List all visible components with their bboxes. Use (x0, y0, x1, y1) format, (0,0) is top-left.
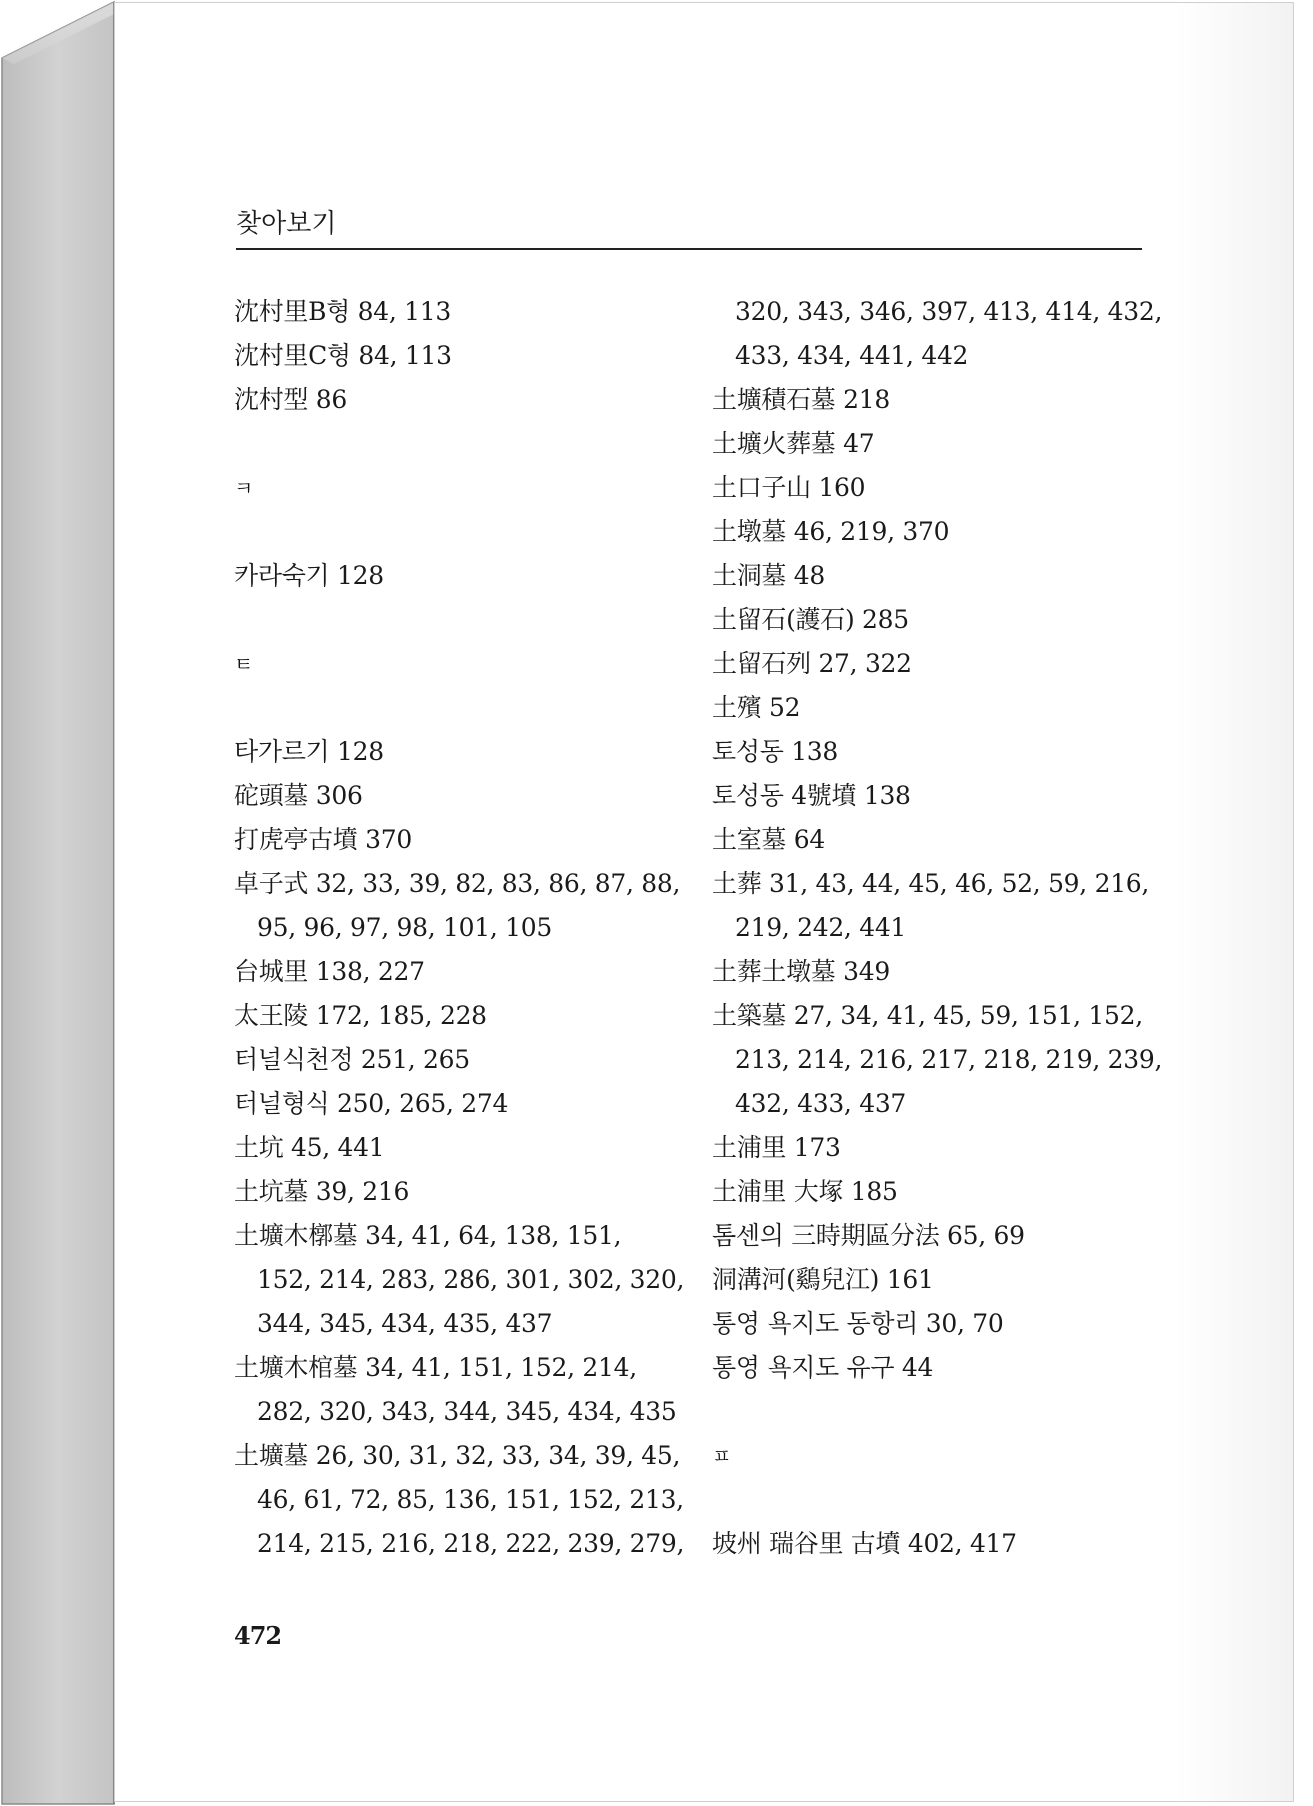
index-entry-continuation: 95, 96, 97, 98, 101, 105 (257, 913, 552, 942)
index-entry: 土洞墓 48 (712, 561, 825, 590)
index-entry: 土坑 45, 441 (234, 1133, 385, 1162)
index-entry: 沈村里C형 84, 113 (234, 341, 452, 370)
index-entry-continuation: 214, 215, 216, 218, 222, 239, 279, (257, 1529, 685, 1558)
index-entry: 沈村里B형 84, 113 (234, 297, 451, 326)
index-entry: 土壙墓 26, 30, 31, 32, 33, 34, 39, 45, (234, 1441, 681, 1470)
index-entry: 土墩墓 46, 219, 370 (712, 517, 950, 546)
section-spacer (712, 1390, 1162, 1434)
index-entry: 통영 욕지도 유구 44 (712, 1353, 934, 1382)
section-spacer (234, 422, 674, 466)
index-entry: 土浦里 大塚 185 (712, 1177, 898, 1206)
index-entry-continuation: 320, 343, 346, 397, 413, 414, 432, (735, 297, 1163, 326)
index-entry: 타가르기 128 (234, 737, 384, 766)
index-entry: 土築墓 27, 34, 41, 45, 59, 151, 152, (712, 1001, 1143, 1030)
index-entry: 톰센의 三時期區分法 65, 69 (712, 1221, 1025, 1250)
index-entry: 카라숙기 128 (234, 561, 384, 590)
index-entry: 土室墓 64 (712, 825, 825, 854)
index-entry: 土殯 52 (712, 693, 801, 722)
page-header-title: 찾아보기 (236, 209, 337, 239)
index-entry: 토성동 138 (712, 737, 839, 766)
section-spacer (712, 1478, 1162, 1522)
index-entry: 沈村型 86 (234, 385, 347, 414)
index-entry: 土坑墓 39, 216 (234, 1177, 410, 1206)
page-header (236, 200, 1142, 250)
index-entry: 터널식천정 251, 265 (234, 1045, 470, 1074)
index-entry: 台城里 138, 227 (234, 957, 425, 986)
index-entry: 土葬土墩墓 349 (712, 957, 890, 986)
page-number: 472 (234, 1621, 282, 1650)
index-section-letter: ㅍ (712, 1444, 732, 1468)
index-entry: 土口子山 160 (712, 473, 866, 502)
index-entry: 土留石(護石) 285 (712, 605, 909, 634)
index-column-right (712, 290, 1162, 1566)
index-entry: 土葬 31, 43, 44, 45, 46, 52, 59, 216, (712, 869, 1150, 898)
index-entry: 토성동 4號墳 138 (712, 781, 911, 810)
section-spacer (234, 598, 674, 642)
index-entry: 坡州 瑞谷里 古墳 402, 417 (712, 1529, 1017, 1558)
index-entry: 卓子式 32, 33, 39, 82, 83, 86, 87, 88, (234, 869, 681, 898)
index-entry: 太王陵 172, 185, 228 (234, 1001, 487, 1030)
index-entry-continuation: 282, 320, 343, 344, 345, 434, 435 (257, 1397, 677, 1426)
index-entry: 土壙火葬墓 47 (712, 429, 875, 458)
index-entry: 打虎亭古墳 370 (234, 825, 412, 854)
index-entry-continuation: 433, 434, 441, 442 (735, 341, 969, 370)
index-column-left (234, 290, 685, 1566)
index-section-letter: ㅋ (234, 476, 254, 500)
index-entry: 土壙木槨墓 34, 41, 64, 138, 151, (234, 1221, 622, 1250)
section-spacer (234, 510, 674, 554)
index-entry-continuation: 344, 345, 434, 435, 437 (257, 1309, 553, 1338)
section-spacer (234, 686, 674, 730)
index-entry: 터널형식 250, 265, 274 (234, 1089, 509, 1118)
index-entry: 土壙木棺墓 34, 41, 151, 152, 214, (234, 1353, 637, 1382)
index-entry-continuation: 219, 242, 441 (735, 913, 907, 942)
index-entry-continuation: 432, 433, 437 (735, 1089, 907, 1118)
index-entry: 土壙積石墓 218 (712, 385, 890, 414)
index-entry-continuation: 152, 214, 283, 286, 301, 302, 320, (257, 1265, 685, 1294)
index-section-letter: ㅌ (234, 652, 254, 676)
index-entry: 砣頭墓 306 (234, 781, 363, 810)
index-entry: 土留石列 27, 322 (712, 649, 912, 678)
index-entry-continuation: 213, 214, 216, 217, 218, 219, 239, (735, 1045, 1163, 1074)
index-entry: 土浦里 173 (712, 1133, 841, 1162)
index-entry: 통영 욕지도 동항리 30, 70 (712, 1309, 1004, 1338)
index-entry: 洞溝河(鷄兒江) 161 (712, 1265, 934, 1294)
index-entry-continuation: 46, 61, 72, 85, 136, 151, 152, 213, (257, 1485, 684, 1514)
